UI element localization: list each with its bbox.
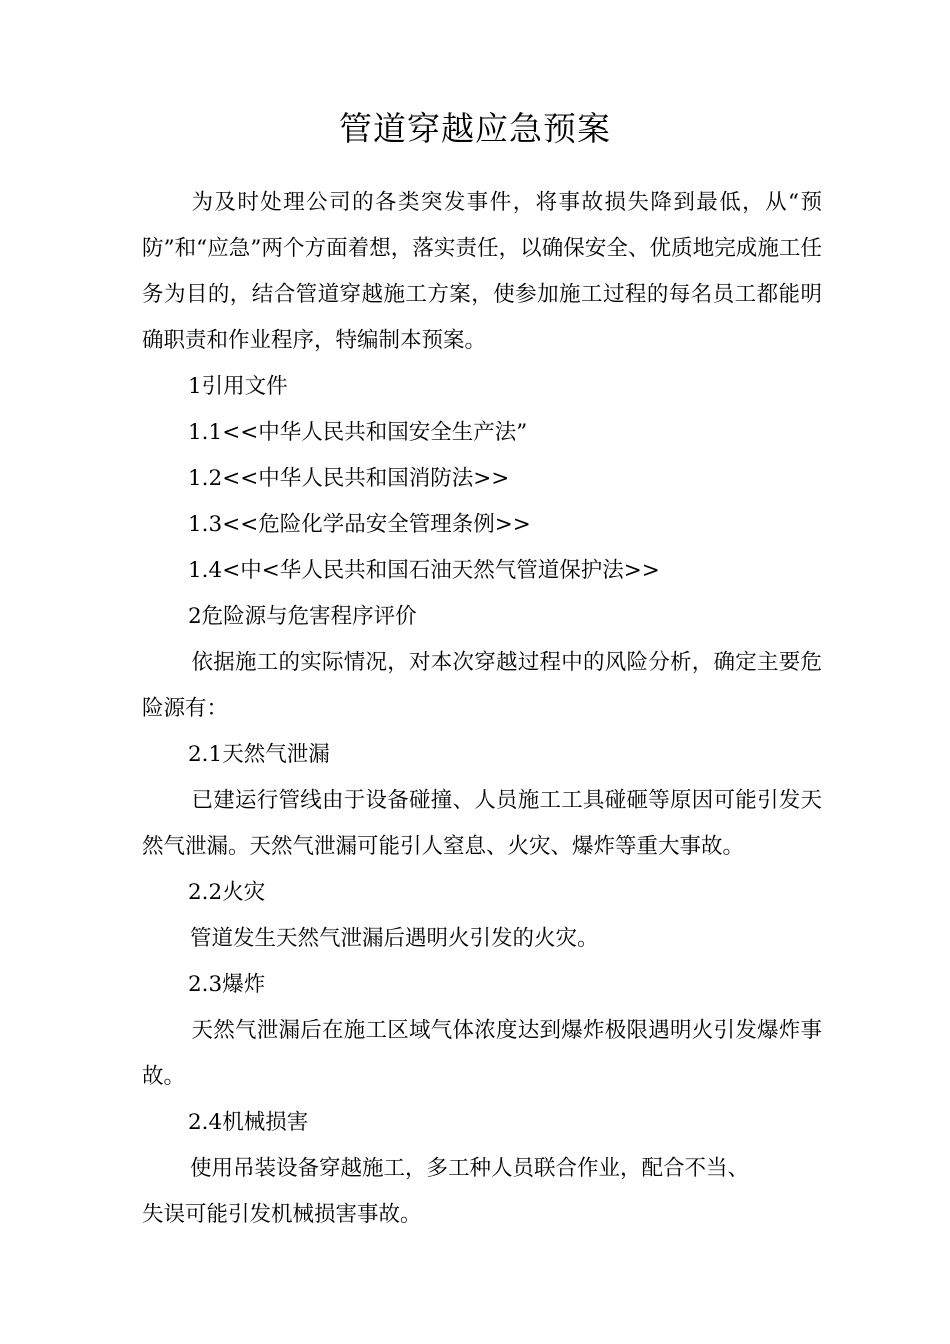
reference-item: 1.3<<危险化学品安全管理条例>> <box>188 512 531 537</box>
document-body <box>142 180 822 1238</box>
intro-paragraph: 为及时处理公司的各类突发事件，将事故损失降到最低，从“预防”和“应急”两个方面着想，落实责任，以确保安全、优质地完成施工任务为目的，结合管道穿越施工方案，使参加施工过程的每名员工都能明确职责和作业程序，特编制本预案。 <box>142 190 822 353</box>
section-1-heading: 1引用文件 <box>188 374 288 399</box>
subsection-2-4-heading: 2.4机械损害 <box>188 1110 309 1135</box>
document-title: 管道穿越应急预案 <box>339 109 611 148</box>
subsection-2-1-text: 已建运行管线由于设备碰撞、人员施工工具碰砸等原因可能引发天然气泄漏。天然气泄漏可能引人窒息、火灾、爆炸等重大事故。 <box>142 788 822 859</box>
reference-item: 1.2<<中华人民共和国消防法>> <box>188 466 510 491</box>
section-2-intro: 依据施工的实际情况，对本次穿越过程中的风险分析，确定主要危险源有： <box>142 650 822 721</box>
reference-item: 1.1<<中华人民共和国安全生产法” <box>188 420 528 445</box>
subsection-2-3-text: 天然气泄漏后在施工区域气体浓度达到爆炸极限遇明火引发爆炸事故。 <box>142 1018 822 1089</box>
section-2-heading: 2危险源与危害程序评价 <box>188 604 417 629</box>
subsection-2-2-heading: 2.2火灾 <box>188 880 266 905</box>
subsection-2-2-text: 管道发生天然气泄漏后遇明火引发的火灾。 <box>190 926 599 951</box>
subsection-2-3-heading: 2.3爆炸 <box>188 972 266 997</box>
subsection-2-4-text-line2: 失误可能引发机械损害事故。 <box>142 1202 422 1227</box>
subsection-2-1-heading: 2.1天然气泄漏 <box>188 742 330 767</box>
reference-item: 1.4<中<华人民共和国石油天然气管道保护法>> <box>188 558 660 583</box>
subsection-2-4-text-line1: 使用吊装设备穿越施工，多工种人员联合作业，配合不当、 <box>190 1156 750 1181</box>
